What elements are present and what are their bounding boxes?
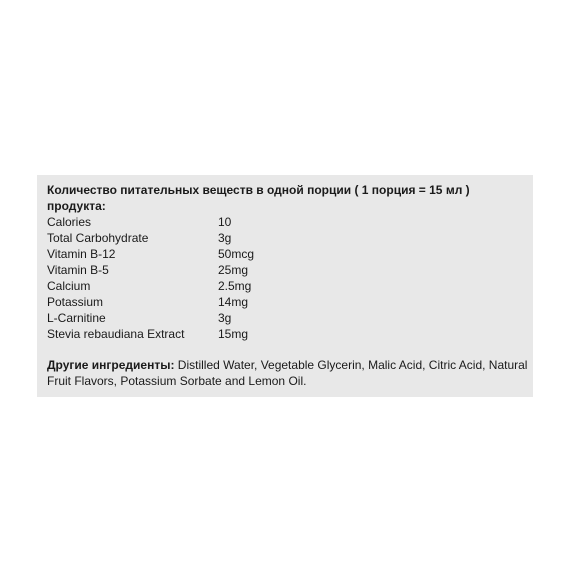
nutrient-row	[47, 214, 254, 230]
serving-title: Количество питательных веществ в одной порции ( 1 порция = 15 мл )	[47, 183, 470, 197]
nutrient-name: Calories	[47, 215, 92, 229]
nutrient-table	[47, 214, 254, 342]
nutrient-value: 25mg	[218, 263, 249, 277]
nutrient-row	[47, 230, 254, 246]
nutrient-name: L-Carnitine	[47, 311, 106, 325]
nutrient-name: Stevia rebaudiana Extract	[47, 327, 185, 341]
nutrient-name: Vitamin B-5	[47, 263, 109, 277]
nutrient-row	[47, 310, 254, 326]
nutrient-row	[47, 278, 254, 294]
nutrient-value: 14mg	[218, 295, 249, 309]
nutrient-row	[47, 326, 254, 342]
serving-subtitle: продукта:	[47, 199, 106, 213]
nutrient-value: 2.5mg	[218, 279, 252, 293]
nutrient-value: 3g	[218, 231, 232, 245]
nutrient-name: Vitamin B-12	[47, 247, 116, 261]
nutrient-value: 15mg	[218, 327, 249, 341]
other-ingredients	[47, 357, 537, 389]
nutrient-value: 10	[218, 215, 232, 229]
nutrient-value: 50mcg	[218, 247, 255, 261]
nutrient-value: 3g	[218, 311, 232, 325]
other-ingredients-label: Другие ингредиенты:	[47, 358, 175, 372]
other-ingredients-text: Distilled Water, Vegetable Glycerin, Malic Acid, Citric Acid, Natural Fruit Flavors, Potassium Sorbate and Lemon Oil.	[47, 358, 528, 388]
nutrient-row	[47, 262, 254, 278]
nutrient-name: Potassium	[47, 295, 104, 309]
nutrient-name: Total Carbohydrate	[47, 231, 149, 245]
nutrition-panel	[37, 175, 533, 397]
nutrient-row	[47, 246, 254, 262]
nutrient-row	[47, 294, 254, 310]
nutrient-name: Calcium	[47, 279, 91, 293]
